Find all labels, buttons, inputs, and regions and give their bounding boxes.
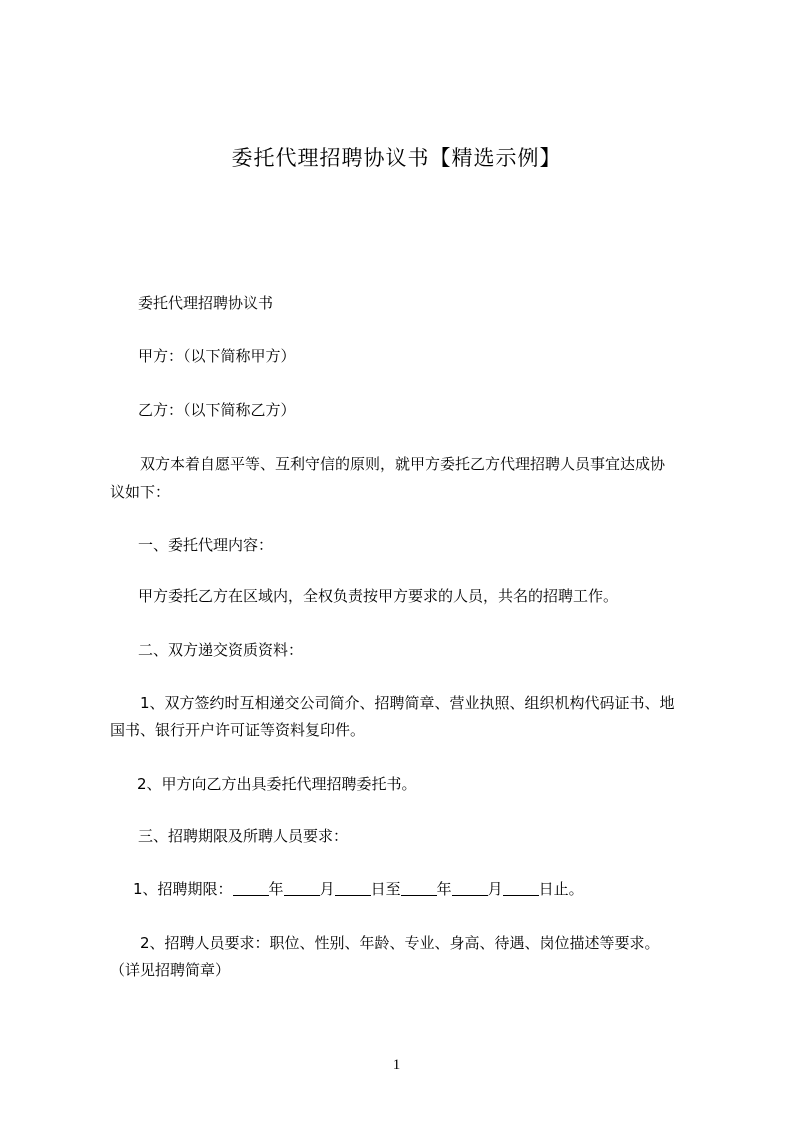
day-end-label: 日止。 [538,880,584,898]
section-3-item-1 [133,878,584,899]
section-1-body: 甲方委托乙方在区域内，全权负责按甲方要求的人员，共名的招聘工作。 [138,587,619,605]
section-3-item-2-line1: 2、招聘人员要求：职位、性别、年龄、专业、身高、待遇、岗位描述等要求。 [140,934,660,952]
month-label: 月 [487,880,503,898]
day-to-label: 日至 [370,880,401,898]
party-b-line: 乙方：（以下简称乙方） [138,401,296,419]
blank-field [233,881,269,896]
section-1-title: 一、委托代理内容： [138,536,274,554]
blank-field [335,881,371,896]
blank-field [284,881,320,896]
section-3-title: 三、招聘期限及所聘人员要求： [138,827,349,845]
agreement-heading: 委托代理招聘协议书 [138,294,274,312]
intro-paragraph-line1: 双方本着自愿平等、互利守信的原则，就甲方委托乙方代理招聘人员事宜达成协 [140,455,666,473]
term-label: 1、招聘期限： [133,880,233,898]
page-number: 1 [392,1057,401,1073]
year-label: 年 [436,880,452,898]
section-2-item-1-line1: 1、双方签约时互相递交公司简介、招聘简章、营业执照、组织机构代码证书、地 [140,694,675,712]
blank-field [452,881,488,896]
section-2-item-2: 2、甲方向乙方出具委托代理招聘委托书。 [137,775,417,793]
intro-paragraph-line2: 议如下： [110,483,171,501]
blank-field [401,881,437,896]
blank-field [503,881,539,896]
document-title: 委托代理招聘协议书【精选示例】 [231,146,562,170]
party-a-line: 甲方：（以下简称甲方） [138,347,296,365]
section-2-item-1-line2: 国书、银行开户许可证等资料复印件。 [110,721,366,739]
section-3-item-2-line2: （详见招聘简章） [110,961,231,979]
year-label: 年 [268,880,284,898]
section-2-title: 二、双方递交资质资料： [138,641,304,659]
month-label: 月 [319,880,335,898]
